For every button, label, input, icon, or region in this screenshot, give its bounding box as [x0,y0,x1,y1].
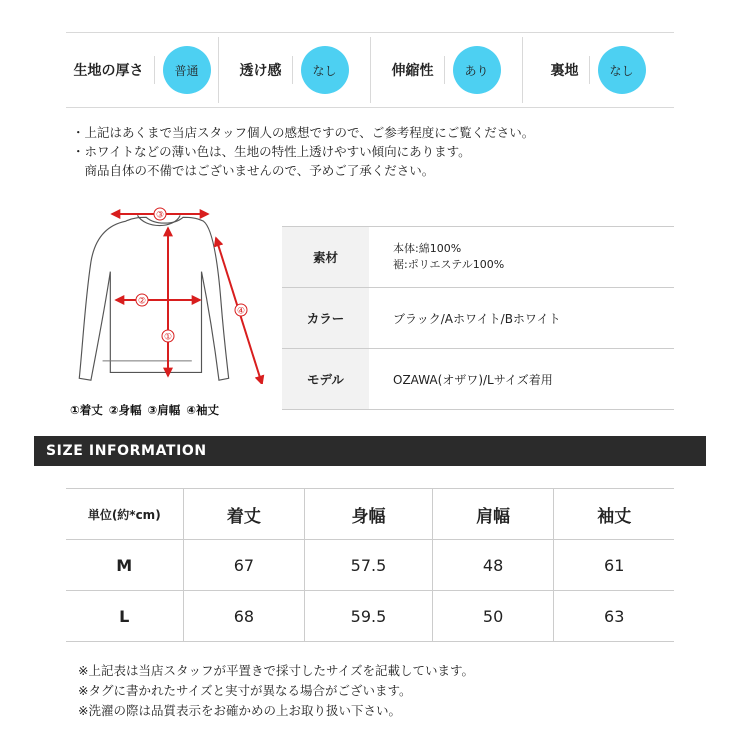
size-cell: 50 [432,591,554,642]
attr-divider [154,56,155,84]
attr-label: 裏地 [550,63,579,79]
column-header: 肩幅 [432,489,554,540]
attr-label: 透け感 [239,63,282,79]
marker-2: ② [137,296,147,307]
sweatshirt-outline [79,217,228,380]
legend-body-width: ②身幅 [108,403,142,417]
footnote-line: ※上記表は当店スタッフが平置きで採寸したサイズを記載しています。 [78,663,474,678]
attr-value-badge: 普通 [163,46,211,94]
size-table-header [66,489,674,540]
material-line: 本体:綿100% [393,242,462,255]
unit-header: 単位(約*cm) [66,489,183,540]
attr-lining [522,33,674,107]
note-line: ・ホワイトなどの薄い色は、生地の特性上透けやすい傾向にあります。 [72,144,471,159]
material-line: 裾:ポリエステル100% [393,258,505,271]
attr-stretch [370,33,522,107]
spec-value: OZAWA(オザワ)/Lサイズ着用 [369,349,674,410]
garment-measurement-diagram [64,198,274,384]
attr-divider [292,56,293,84]
footnote-line: ※タグに書かれたサイズと実寸が異なる場合がございます。 [78,683,412,698]
spec-key: モデル [282,349,369,410]
spec-table [282,226,674,410]
note-line: ・上記はあくまで当店スタッフ個人の感想ですので、ご参考程度にご覧ください。 [72,125,535,140]
measurement-legend [70,402,219,418]
attr-value-badge: なし [301,46,349,94]
size-cell: 61 [554,540,674,591]
column-header: 袖丈 [554,489,674,540]
size-table [66,488,674,642]
size-label: L [66,591,183,642]
spec-value [369,227,674,288]
attr-divider [589,56,590,84]
spec-key: カラー [282,288,369,349]
spec-row-model [282,349,674,410]
size-information-header: SIZE INFORMATION [34,436,706,466]
attr-divider [444,56,445,84]
note-line: 商品自体の不備ではございませんので、予めご了承ください。 [72,163,435,178]
attr-label: 生地の厚さ [73,63,144,79]
legend-sleeve: ④袖丈 [186,403,219,417]
marker-1: ① [163,332,173,343]
size-cell: 63 [554,591,674,642]
attr-thickness [66,33,218,107]
size-cell: 57.5 [305,540,432,591]
spec-row-color [282,288,674,349]
spec-key: 素材 [282,227,369,288]
attr-value-badge: あり [453,46,501,94]
spec-value: ブラック/Aホワイト/Bホワイト [369,288,674,349]
size-cell: 59.5 [305,591,432,642]
impression-notes [72,123,534,180]
table-row [66,540,674,591]
measurement-footnotes [78,661,474,721]
marker-3: ③ [155,210,165,221]
legend-length: ①着丈 [70,403,103,417]
size-label: M [66,540,183,591]
attr-label: 伸縮性 [391,63,434,79]
size-cell: 48 [432,540,554,591]
table-row [66,591,674,642]
size-cell: 68 [183,591,305,642]
column-header: 着丈 [183,489,305,540]
attr-sheerness [218,33,370,107]
legend-shoulder: ③肩幅 [147,403,181,417]
marker-4: ④ [236,306,246,317]
attr-value-badge: なし [598,46,646,94]
column-header: 身幅 [305,489,432,540]
spec-row-material [282,227,674,288]
footnote-line: ※洗濯の際は品質表示をお確かめの上お取り扱い下さい。 [78,703,401,718]
size-cell: 67 [183,540,305,591]
fabric-attributes [66,32,674,108]
